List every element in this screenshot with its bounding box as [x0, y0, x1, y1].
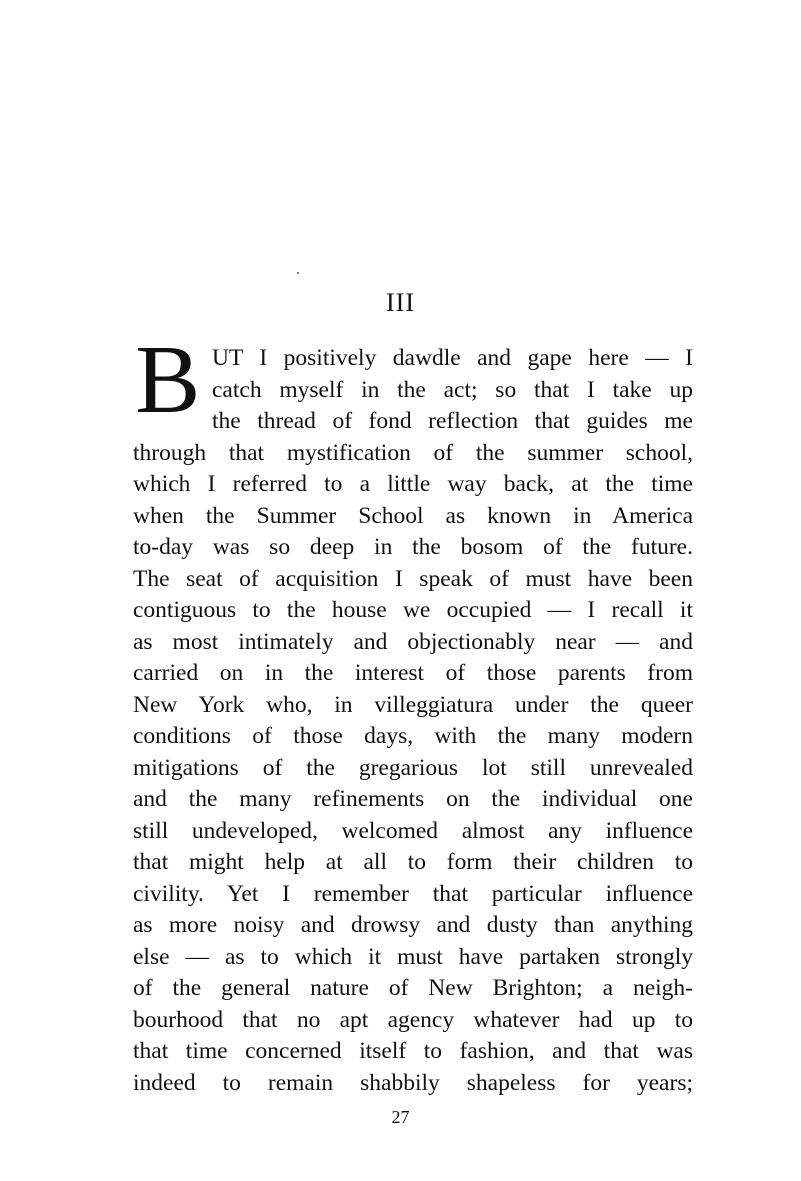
text-line: and the many refinements on the individual one [133, 786, 693, 812]
text-line: that time concerned itself to fashion, and that was [133, 1038, 693, 1064]
text-line: conditions of those days, with the many modern [133, 723, 693, 749]
text-line: mitigations of the gregarious lot still unrevealed [133, 754, 693, 781]
text-line: UT I positively dawdle and gape here — I [212, 345, 693, 371]
text-line: catch myself in the act; so that I take up [212, 376, 693, 403]
text-line: else — as to which it must have partaken strongly [133, 943, 693, 970]
drop-cap: B [135, 326, 201, 434]
text-line: which I referred to a little way back, at the time [133, 471, 693, 497]
text-line: contiguous to the house we occupied — I recall it [133, 597, 693, 623]
print-speck [297, 272, 299, 274]
text-line: the thread of fond reflection that guides me [212, 408, 693, 434]
page-number: 27 [391, 1107, 410, 1127]
text-line: indeed to remain shabbily shapeless for years; [133, 1069, 693, 1096]
text-line: carried on in the interest of those parents from [133, 660, 693, 686]
text-line: civility. Yet I remember that particular influence [133, 880, 693, 907]
text-line: of the general nature of New Brighton; a neigh- [133, 975, 693, 1001]
text-line: The seat of acquisition I speak of must have been [133, 565, 693, 592]
text-line: New York who, in villeggiatura under the queer [133, 691, 693, 718]
chapter-heading: III [386, 288, 415, 317]
text-line: to-day was so deep in the bosom of the future. [133, 534, 693, 560]
text-line: bourhood that no apt agency whatever had up to [133, 1006, 693, 1033]
text-line: as most intimately and objectionably near — and [133, 628, 693, 655]
text-line: as more noisy and drowsy and dusty than anything [133, 912, 693, 938]
text-line: through that mystification of the summer school, [133, 439, 693, 466]
text-line: that might help at all to form their children to [133, 849, 693, 875]
text-line: when the Summer School as known in America [133, 502, 693, 529]
text-line: still undeveloped, welcomed almost any influence [133, 817, 693, 844]
